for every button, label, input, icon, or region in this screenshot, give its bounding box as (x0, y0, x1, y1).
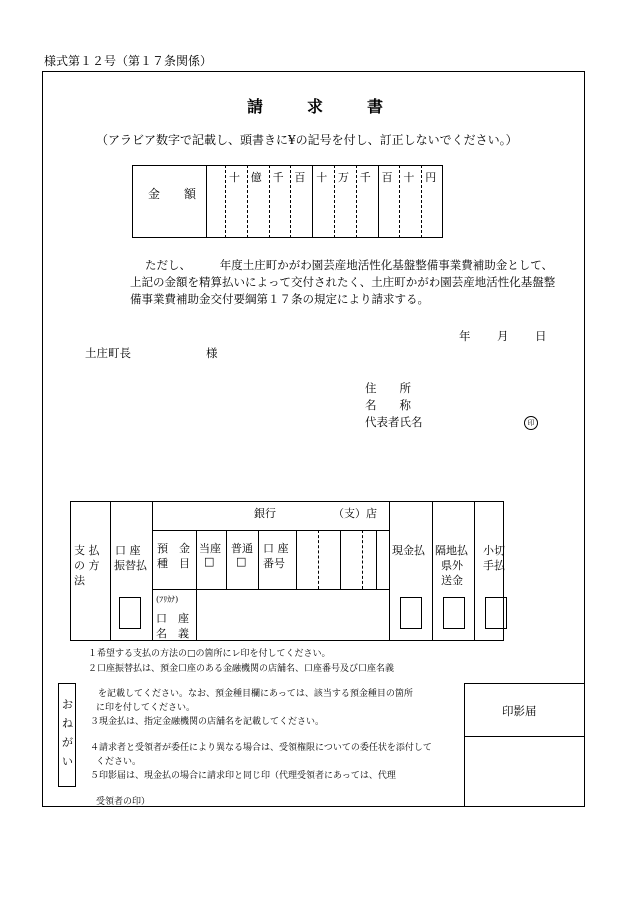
body-line-3: 備事業費補助金交付要綱第１７条の規定により請求する。 (130, 292, 429, 306)
payment-method-label-1: 支 払 (74, 544, 100, 557)
transfer-checkbox[interactable] (119, 597, 141, 629)
instruction-5: ５印影届は、現金払の場合に請求印と同じ印（代理受領者にあっては、代理 (90, 771, 396, 781)
amount-unit-2: 千 (272, 171, 284, 184)
instruction-3: ３現金払は、指定金融機関の店舗名を記載してください。 (90, 717, 325, 727)
instruction-4-cont: ください。 (96, 757, 142, 767)
seal-registration-label: 印影届 (502, 704, 537, 718)
amount-unit-1: 億 (250, 171, 262, 184)
instruction-5-cont: 受領者の印） (96, 797, 151, 807)
onegai-char-2: ね (62, 717, 73, 730)
instruction-2-cont-2: に印を付してください。 (96, 703, 196, 713)
instruction-4: ４請求者と受領者が委任により異なる場合は、受領権限についての委任状を添付して (90, 743, 432, 753)
applicant-name-label: 名 称 (365, 398, 411, 412)
remote-payment-label-1: 隔地払 (435, 544, 468, 557)
payment-method-label-3: 法 (74, 574, 85, 587)
onegai-char-1: お (62, 698, 73, 711)
cash-checkbox[interactable] (400, 597, 422, 629)
amount-divider-9 (421, 165, 422, 238)
amount-divider-5 (334, 165, 335, 238)
instruction-note: （アラビア数字で記載し、頭書きに¥の記号を付し、訂正しないでください。） (96, 133, 518, 147)
current-account-checkbox[interactable]: □ (204, 555, 215, 568)
date-day: 日 (535, 329, 547, 343)
account-name-label-1: 口 座 (156, 612, 189, 625)
payment-method-label-2: の 方 (74, 559, 100, 572)
current-account-label: 当座 (199, 542, 221, 555)
body-line-2: 上記の金額を精算払いによって交付されたく、土庄町かがわ園芸産地活性化基盤整 (130, 275, 556, 289)
remote-checkbox[interactable] (443, 597, 465, 629)
amount-unit-6: 千 (359, 171, 371, 184)
amount-divider-7 (378, 165, 379, 238)
amount-unit-8: 十 (403, 171, 415, 184)
amount-divider-0 (225, 165, 226, 238)
amount-unit-3: 百 (294, 171, 306, 184)
date-month: 月 (497, 329, 509, 343)
amount-unit-0: 十 (229, 171, 240, 184)
amount-unit-4: 十 (316, 171, 328, 184)
amount-unit-7: 百 (381, 171, 393, 184)
deposit-type-label-1: 預 金 (157, 542, 190, 555)
furigana-label: (ﾌﾘｶﾅ) (156, 595, 179, 604)
onegai-char-4: い (62, 755, 73, 768)
amount-divider-1 (247, 165, 248, 238)
amount-divider-6 (356, 165, 357, 238)
ordinary-account-label: 普通 (231, 542, 253, 555)
onegai-char-3: が (62, 736, 73, 749)
account-number-label-1: 口 座 (263, 542, 289, 555)
account-number-label-2: 番号 (263, 557, 285, 570)
applicant-address-label: 住 所 (365, 381, 411, 395)
amount-divider-2 (269, 165, 270, 238)
remote-payment-label-3: 送金 (441, 574, 463, 587)
ordinary-account-checkbox[interactable]: □ (236, 555, 247, 568)
instruction-2-cont: を記載してください。なお、預金種目欄にあっては、該当する預金種目の箇所 (98, 689, 413, 699)
instruction-1: １希望する支払の方法の□の箇所にレ印を付してください。 (88, 649, 331, 659)
instruction-2: ２口座振替払は、預金口座のある金融機関の店舗名、口座番号及び口座名義 (88, 664, 395, 674)
branch-label: （支）店 (333, 507, 377, 520)
bank-label: 銀行 (254, 507, 276, 520)
date-year: 年 (459, 329, 471, 343)
body-line-1: ただし、 年度土庄町かがわ園芸産地活性化基盤整備事業費補助金として、 (145, 258, 554, 272)
applicant-representative-label: 代表者氏名 (365, 415, 423, 429)
cash-payment-label: 現金払 (392, 544, 425, 557)
amount-divider-3 (290, 165, 291, 238)
seal-mark-icon: 印 (524, 416, 538, 430)
transfer-label-1: 口 座 (115, 544, 141, 557)
check-checkbox[interactable] (485, 597, 507, 629)
check-payment-label-1: 小切 (483, 544, 505, 557)
form-number: 様式第１２号（第１７条関係） (44, 54, 213, 68)
amount-unit-9: 円 (425, 171, 437, 184)
amount-divider-8 (399, 165, 400, 238)
transfer-label-2: 振替払 (114, 559, 147, 572)
check-payment-label-2: 手払 (483, 559, 505, 572)
amount-label: 金 額 (148, 187, 203, 201)
addressee-name: 土庄町長 (85, 346, 131, 360)
deposit-type-label-2: 種 目 (157, 557, 190, 570)
account-name-label-2: 名 義 (156, 627, 189, 640)
addressee-honorific: 様 (206, 346, 218, 360)
amount-divider-4 (312, 165, 313, 238)
document-title: 請求書 (246, 97, 427, 116)
amount-unit-5: 万 (338, 171, 349, 184)
remote-payment-label-2: 県外 (441, 559, 463, 572)
